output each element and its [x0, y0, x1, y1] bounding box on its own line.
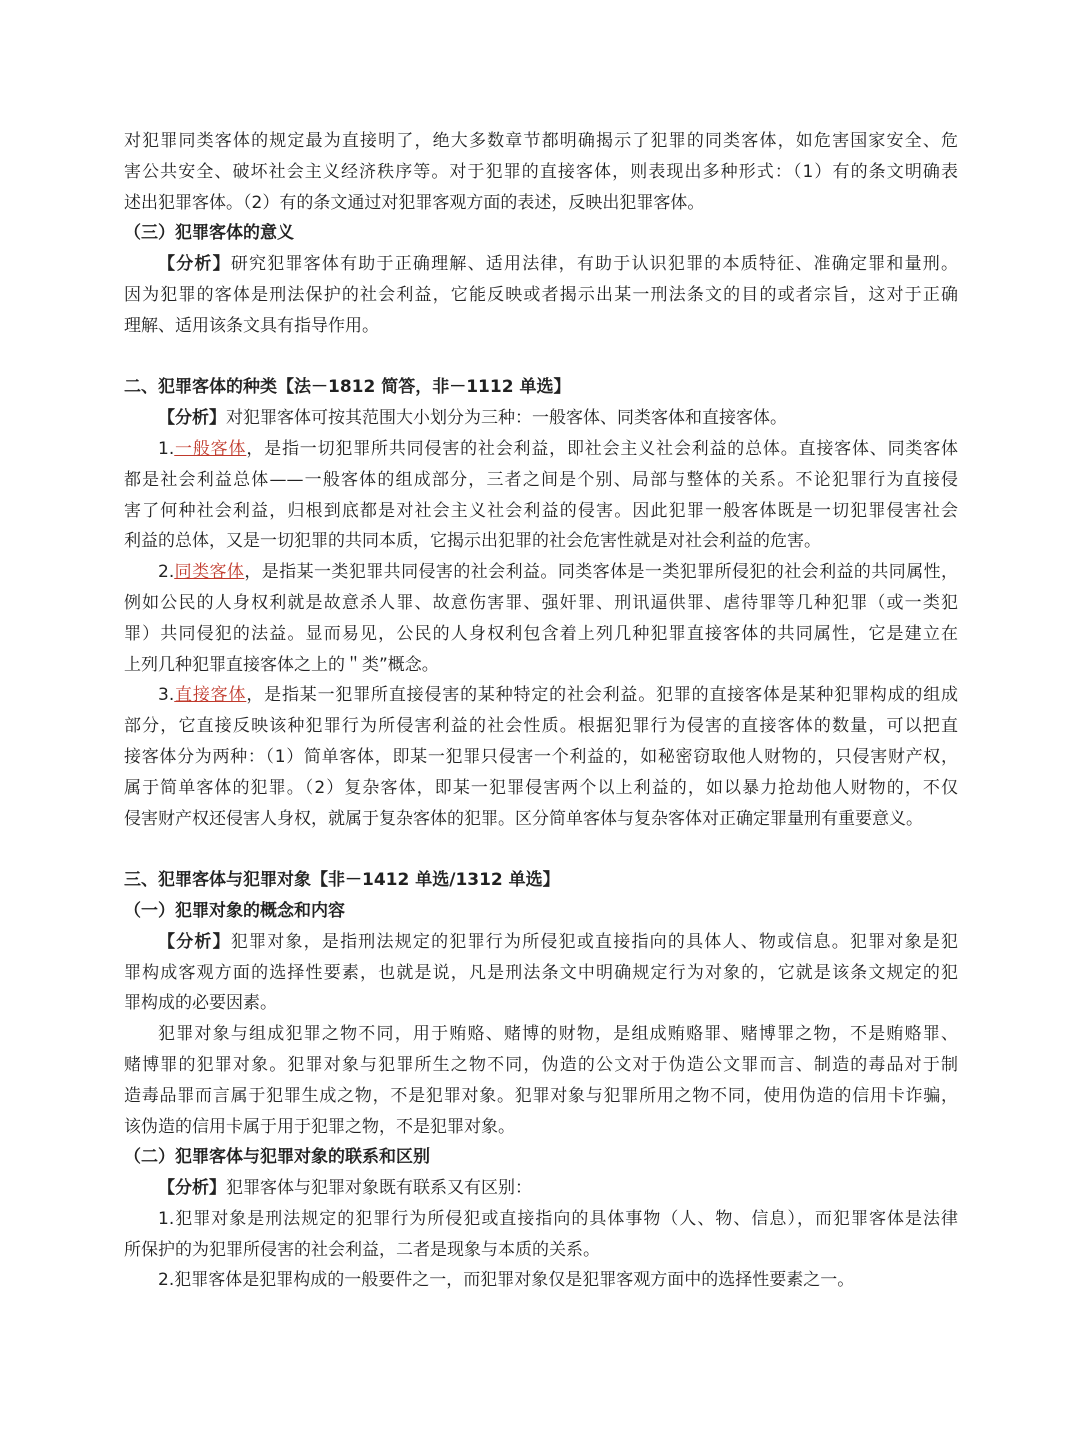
text-line: 对犯罪同类客体的规定最为直接明了，绝大多数章节都明确揭示了犯罪的同类客体，如危害国家安全、危	[124, 131, 958, 151]
text-line: 【分析】研究犯罪客体有助于正确理解、适用法律，有助于认识犯罪的本质特征、准确定罪和量刑。	[158, 254, 958, 275]
text-line: 害公共安全、破坏社会主义经济秩序等。对于犯罪的直接客体，则表现出多种形式：（1）有的条文明确表	[124, 161, 958, 182]
text-line: 1.一般客体，是指一切犯罪所共同侵害的社会利益，即社会主义社会利益的总体。直接客体、同类客体	[158, 438, 958, 459]
text-line: 接客体分为两种：（1）简单客体，即某一犯罪只侵害一个利益的，如秘密窃取他人财物的，只侵害财产权，	[124, 746, 958, 767]
paragraph-relationship-2: 2.犯罪客体是犯罪构成的一般要件之一，而犯罪对象仅是犯罪客观方面中的选择性要素之一。	[158, 1270, 855, 1291]
paragraph-general-object	[124, 434, 958, 557]
term-same-class-object: 同类客体	[174, 562, 245, 583]
term-direct-object: 直接客体	[174, 685, 247, 706]
text-line: 利益的总体，又是一切犯罪的共同本质，它揭示出犯罪的社会危害性就是对社会利益的危害。	[124, 531, 821, 552]
text-line: 造毒品罪而言属于犯罪生成之物，不是犯罪对象。犯罪对象与犯罪所用之物不同，使用伪造的信用卡诈骗，	[124, 1085, 958, 1106]
spacer	[124, 834, 958, 865]
text-line: 述出犯罪客体。（2）有的条文通过对犯罪客观方面的表述，反映出犯罪客体。	[124, 192, 705, 213]
analysis-tag: 【分析】	[158, 931, 231, 952]
text-line: 属于简单客体的犯罪。（2）复杂客体，即某一犯罪侵害两个以上利益的，如以暴力抢劫他人财物的，不仅	[124, 777, 958, 798]
text-line: 都是社会利益总体——一般客体的组成部分，三者之间是个别、局部与整体的关系。不论犯罪行为直接侵	[124, 469, 958, 490]
text-line: 犯罪对象与组成犯罪之物不同，用于贿赂、赌博的财物，是组成贿赂罪、赌博罪之物，不是贿赂罪、	[158, 1024, 958, 1045]
paragraph-direct-object	[124, 680, 958, 834]
text-line: 罪构成的必要因素。	[124, 993, 277, 1014]
text-line: 【分析】犯罪客体与犯罪对象既有联系又有区别：	[158, 1178, 532, 1199]
document-page	[124, 126, 958, 1296]
subsection-heading-target-concept: （一）犯罪对象的概念和内容	[124, 900, 345, 921]
subsection-heading-significance: （三）犯罪客体的意义	[124, 223, 294, 244]
text-line: 罪）共同侵犯的法益。显而易见，公民的人身权利包含着上列几种犯罪直接客体的共同属性，它是建立在	[124, 623, 958, 644]
paragraph-significance	[124, 249, 958, 341]
text-line: 【分析】对犯罪客体可按其范围大小划分为三种：一般客体、同类客体和直接客体。	[158, 408, 787, 429]
section-heading-types: 二、犯罪客体的种类【法－1812 简答，非－1112 单选】	[124, 377, 571, 398]
text-line: 3.直接客体，是指某一犯罪所直接侵害的某种特定的社会利益。犯罪的直接客体是某种犯罪构成的组成	[158, 685, 958, 706]
text-line: 害了何种社会利益，归根到底都是对社会主义社会利益的侵害。因此犯罪一般客体既是一切犯罪侵害社会	[124, 500, 958, 521]
text-line: 例如公民的人身权利就是故意杀人罪、故意伤害罪、强奸罪、刑讯逼供罪、虐待罪等几种犯罪（或一类犯	[124, 592, 958, 613]
text-line: 侵害财产权还侵害人身权，就属于复杂客体的犯罪。区分简单客体与复杂客体对正确定罪量刑有重要意义。	[124, 808, 923, 829]
analysis-tag: 【分析】	[158, 1178, 226, 1199]
text-line: 所保护的为犯罪所侵害的社会利益，二者是现象与本质的关系。	[124, 1239, 600, 1260]
term-general-object: 一般客体	[174, 438, 247, 459]
paragraph-object-types	[124, 126, 958, 218]
text-line: 部分，它直接反映该种犯罪行为所侵害利益的社会性质。根据犯罪行为侵害的直接客体的数量，可以把直	[124, 716, 958, 737]
analysis-tag: 【分析】	[158, 254, 231, 275]
text-line: 1.犯罪对象是刑法规定的犯罪行为所侵犯或直接指向的具体事物（人、物、信息），而犯罪客体是法律	[158, 1208, 958, 1229]
paragraph-target-distinctions	[124, 1019, 958, 1142]
analysis-tag: 【分析】	[158, 408, 226, 429]
paragraph-target-concept	[124, 927, 958, 1019]
text-line: 2.同类客体，是指某一类犯罪共同侵害的社会利益。同类客体是一类犯罪所侵犯的社会利益的共同属性，	[158, 562, 958, 583]
section-heading-object-vs-target: 三、犯罪客体与犯罪对象【非－1412 单选/1312 单选】	[124, 870, 560, 891]
text-line: 理解、适用该条文具有指导作用。	[124, 315, 379, 336]
text-line: 【分析】犯罪对象，是指刑法规定的犯罪行为所侵犯或直接指向的具体人、物或信息。犯罪对象是犯	[158, 931, 958, 952]
text-line: 赌博罪的犯罪对象。犯罪对象与犯罪所生之物不同，伪造的公文对于伪造公文罪而言、制造的毒品对于制	[124, 1054, 958, 1075]
spacer	[124, 342, 958, 373]
text-line: 因为犯罪的客体是刑法保护的社会利益，它能反映或者揭示出某一刑法条文的目的或者宗旨，这对于正确	[124, 284, 958, 305]
text-line: 该伪造的信用卡属于用于犯罪之物，不是犯罪对象。	[124, 1116, 515, 1137]
text-line: 上列几种犯罪直接客体之上的＂类”概念。	[124, 654, 439, 675]
paragraph-same-class-object	[124, 557, 958, 680]
subsection-heading-relationship: （二）犯罪客体与犯罪对象的联系和区别	[124, 1147, 430, 1168]
paragraph-relationship-1	[124, 1204, 958, 1266]
text-line: 罪构成客观方面的选择性要素，也就是说，凡是刑法条文中明确规定行为对象的，它就是该条文规定的犯	[124, 962, 958, 983]
